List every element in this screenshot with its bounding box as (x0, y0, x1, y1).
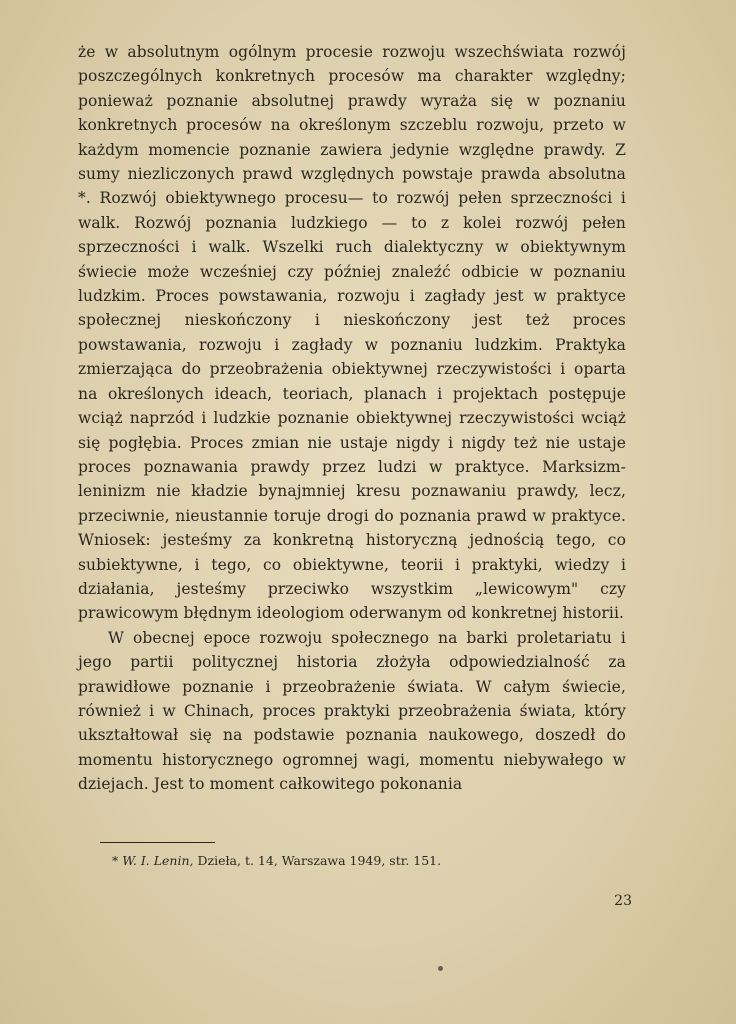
footnote-author: W. I. Lenin, (122, 853, 194, 868)
footnote-rule (100, 842, 215, 843)
footnote-text: Dzieła, t. 14, Warszawa 1949, str. 151. (197, 853, 442, 868)
paragraph-1: że w absolutnym ogólnym procesie rozwoju wszechświata rozwój poszczególnych konkretnych procesów ma charakter względny; ponieważ poznanie absolutnej prawdy wyraża się w poznaniu konkretnych procesów na określonym szczeblu rozwoju, przeto w każdym momencie poznanie zawiera jedynie względne prawdy. Z sumy niezliczonych prawd względnych powstaje prawda absolutna *. Rozwój obiektywnego procesu— to rozwój pełen sprzeczności i walk. Rozwój poznania ludzkiego — to z kolei rozwój pełen sprzeczności i walk. Wszelki ruch dialektyczny w obiektywnym świecie może wcześniej czy później znaleźć odbicie w poznaniu ludzkim. Proces powstawania, rozwoju i zagłady jest w praktyce społecznej nieskończony i nieskończony jest też proces powstawania, rozwoju i zagłady w poznaniu ludzkim. Praktyka zmierzająca do przeobrażenia obiektywnej rzeczywistości i oparta na określonych ideach, teoriach, planach i projektach postępuje wciąż naprzód i ludzkie poznanie obiektywnej rzeczywistości wciąż się pogłębia. Proces zmian nie ustaje nigdy i nigdy też nie ustaje proces poznawania prawdy przez ludzi w praktyce. Marksizm-leninizm nie kładzie bynajmniej kresu poznawaniu prawdy, lecz, przeciwnie, nieustannie toruje drogi do poznania prawd w praktyce. Wniosek: jesteśmy za konkretną historyczną jednością tego, co subiektywne, i tego, co obiektywne, teorii i praktyki, wiedzy i działania, jesteśmy przeciwko wszystkim „lewicowym" czy prawicowym błędnym ideologiom oderwanym od konkretnej historii. (78, 43, 626, 623)
paper-speck (438, 966, 443, 971)
paragraph-2: W obecnej epoce rozwoju społecznego na barki proletariatu i jego partii politycznej historia złożyła odpowiedzialność za prawidłowe poznanie i przeobrażenie świata. W całym świecie, również i w Chinach, proces praktyki przeobrażenia świata, który ukształtował się na podstawie poznania naukowego, doszedł do momentu historycznego ogromnej wagi, momentu niebywałego w dziejach. Jest to moment całkowitego pokonania (78, 628, 626, 794)
page-number: 23 (614, 893, 632, 909)
footnote (112, 852, 612, 870)
body-text (78, 40, 626, 797)
footnote-marker: * (112, 853, 119, 868)
